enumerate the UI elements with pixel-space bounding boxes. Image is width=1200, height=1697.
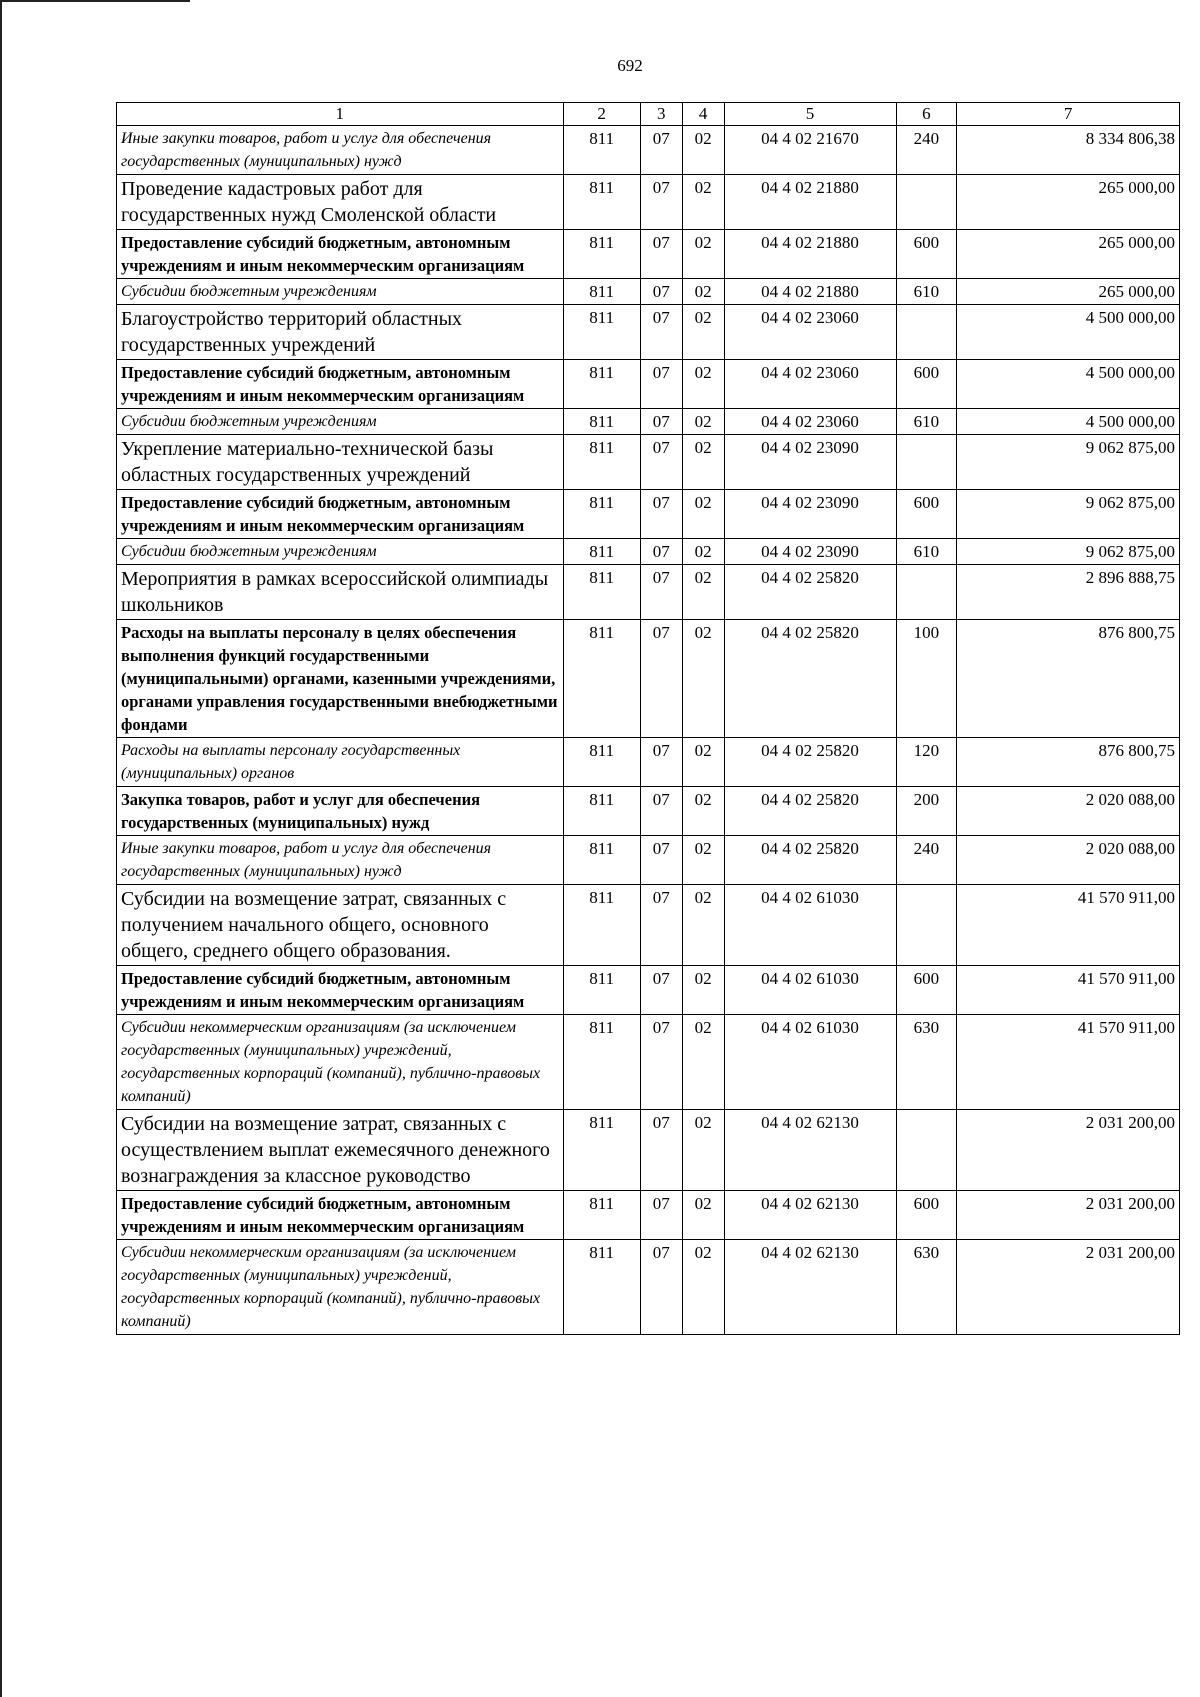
expense-name-cell: Предоставление субсидий бюджетным, автономным учреждениям и иным некоммерческим организациям (117, 1191, 564, 1240)
amount-cell: 876 800,75 (957, 738, 1180, 787)
ministry-code-cell: 811 (563, 1191, 640, 1240)
section-code-cell: 07 (640, 565, 682, 620)
amount-cell: 41 570 911,00 (957, 885, 1180, 966)
section-code-cell: 07 (640, 126, 682, 175)
ministry-code-cell: 811 (563, 409, 640, 435)
table-row (117, 360, 1180, 409)
column-header: 5 (724, 103, 896, 126)
expense-name-cell: Предоставление субсидий бюджетным, автономным учреждениям и иным некоммерческим организациям (117, 966, 564, 1015)
section-code-cell: 07 (640, 1191, 682, 1240)
expense-name-cell: Субсидии бюджетным учреждениям (117, 279, 564, 305)
expense-type-cell (896, 435, 957, 490)
section-code-cell: 07 (640, 409, 682, 435)
section-code-cell: 07 (640, 360, 682, 409)
table-row (117, 279, 1180, 305)
ministry-code-cell: 811 (563, 126, 640, 175)
expense-name-cell: Иные закупки товаров, работ и услуг для обеспечения государственных (муниципальных) нужд (117, 126, 564, 175)
header-row (117, 103, 1180, 126)
ministry-code-cell: 811 (563, 435, 640, 490)
column-header: 6 (896, 103, 957, 126)
table-row (117, 565, 1180, 620)
section-code-cell: 07 (640, 435, 682, 490)
ministry-code-cell: 811 (563, 1015, 640, 1110)
ministry-code-cell: 811 (563, 360, 640, 409)
expense-name-cell: Субсидии на возмещение затрат, связанных с осуществлением выплат ежемесячного денежного вознаграждения за классное руководство (117, 1110, 564, 1191)
table-row (117, 1015, 1180, 1110)
expense-type-cell: 600 (896, 1191, 957, 1240)
expense-name-cell: Субсидии некоммерческим организациям (за исключением государственных (муниципальных) учреждений, государственных корпораций (компаний), публично-правовых компаний) (117, 1240, 564, 1335)
table-row (117, 539, 1180, 565)
target-article-cell: 04 4 02 25820 (724, 738, 896, 787)
subsection-code-cell: 02 (682, 565, 724, 620)
section-code-cell: 07 (640, 787, 682, 836)
expense-type-cell: 600 (896, 360, 957, 409)
target-article-cell: 04 4 02 61030 (724, 885, 896, 966)
column-header: 4 (682, 103, 724, 126)
expense-type-cell (896, 885, 957, 966)
table-row (117, 787, 1180, 836)
section-code-cell: 07 (640, 966, 682, 1015)
table-row (117, 885, 1180, 966)
table-row (117, 738, 1180, 787)
expense-name-cell: Предоставление субсидий бюджетным, автономным учреждениям и иным некоммерческим организациям (117, 230, 564, 279)
subsection-code-cell: 02 (682, 966, 724, 1015)
subsection-code-cell: 02 (682, 1240, 724, 1335)
subsection-code-cell: 02 (682, 360, 724, 409)
expense-type-cell: 630 (896, 1015, 957, 1110)
amount-cell: 8 334 806,38 (957, 126, 1180, 175)
expense-name-cell: Субсидии некоммерческим организациям (за исключением государственных (муниципальных) учреждений, государственных корпораций (компаний), публично-правовых компаний) (117, 1015, 564, 1110)
expense-type-cell: 610 (896, 279, 957, 305)
amount-cell: 265 000,00 (957, 279, 1180, 305)
ministry-code-cell: 811 (563, 490, 640, 539)
target-article-cell: 04 4 02 23090 (724, 435, 896, 490)
ministry-code-cell: 811 (563, 565, 640, 620)
table-body (117, 126, 1180, 1335)
expense-type-cell (896, 175, 957, 230)
amount-cell: 876 800,75 (957, 620, 1180, 738)
expense-type-cell (896, 1110, 957, 1191)
target-article-cell: 04 4 02 62130 (724, 1110, 896, 1191)
ministry-code-cell: 811 (563, 305, 640, 360)
expense-name-cell: Предоставление субсидий бюджетным, автономным учреждениям и иным некоммерческим организациям (117, 360, 564, 409)
subsection-code-cell: 02 (682, 490, 724, 539)
subsection-code-cell: 02 (682, 409, 724, 435)
table-row (117, 836, 1180, 885)
section-code-cell: 07 (640, 1015, 682, 1110)
amount-cell: 4 500 000,00 (957, 305, 1180, 360)
amount-cell: 4 500 000,00 (957, 409, 1180, 435)
target-article-cell: 04 4 02 23090 (724, 490, 896, 539)
expense-type-cell: 600 (896, 230, 957, 279)
target-article-cell: 04 4 02 25820 (724, 836, 896, 885)
subsection-code-cell: 02 (682, 435, 724, 490)
section-code-cell: 07 (640, 539, 682, 565)
target-article-cell: 04 4 02 23060 (724, 360, 896, 409)
section-code-cell: 07 (640, 885, 682, 966)
subsection-code-cell: 02 (682, 175, 724, 230)
expense-name-cell: Расходы на выплаты персоналу государственных (муниципальных) органов (117, 738, 564, 787)
amount-cell: 9 062 875,00 (957, 435, 1180, 490)
subsection-code-cell: 02 (682, 230, 724, 279)
section-code-cell: 07 (640, 175, 682, 230)
subsection-code-cell: 02 (682, 836, 724, 885)
table-row (117, 175, 1180, 230)
target-article-cell: 04 4 02 62130 (724, 1240, 896, 1335)
subsection-code-cell: 02 (682, 885, 724, 966)
scan-edge-left (0, 0, 2, 1697)
section-code-cell: 07 (640, 1110, 682, 1191)
table-row (117, 1240, 1180, 1335)
table-row (117, 490, 1180, 539)
target-article-cell: 04 4 02 25820 (724, 787, 896, 836)
expense-name-cell: Субсидии на возмещение затрат, связанных с получением начального общего, основного общего, среднего общего образования. (117, 885, 564, 966)
table-row (117, 126, 1180, 175)
expense-name-cell: Закупка товаров, работ и услуг для обеспечения государственных (муниципальных) нужд (117, 787, 564, 836)
target-article-cell: 04 4 02 23060 (724, 409, 896, 435)
expense-type-cell: 100 (896, 620, 957, 738)
ministry-code-cell: 811 (563, 175, 640, 230)
table-row (117, 966, 1180, 1015)
subsection-code-cell: 02 (682, 620, 724, 738)
ministry-code-cell: 811 (563, 539, 640, 565)
column-header: 1 (117, 103, 564, 126)
target-article-cell: 04 4 02 23090 (724, 539, 896, 565)
amount-cell: 4 500 000,00 (957, 360, 1180, 409)
expense-type-cell (896, 565, 957, 620)
expense-name-cell: Расходы на выплаты персоналу в целях обеспечения выполнения функций государственными (муниципальными) органами, казенными учреждениями, органами управления государственными внебюджетными фондами (117, 620, 564, 738)
table-row (117, 409, 1180, 435)
section-code-cell: 07 (640, 620, 682, 738)
expense-name-cell: Субсидии бюджетным учреждениям (117, 409, 564, 435)
amount-cell: 9 062 875,00 (957, 539, 1180, 565)
target-article-cell: 04 4 02 21880 (724, 279, 896, 305)
subsection-code-cell: 02 (682, 787, 724, 836)
expense-name-cell: Благоустройство территорий областных государственных учреждений (117, 305, 564, 360)
table-row (117, 620, 1180, 738)
table-row (117, 1110, 1180, 1191)
ministry-code-cell: 811 (563, 885, 640, 966)
expense-name-cell: Проведение кадастровых работ для государственных нужд Смоленской области (117, 175, 564, 230)
expense-type-cell: 610 (896, 409, 957, 435)
ministry-code-cell: 811 (563, 836, 640, 885)
expense-type-cell: 120 (896, 738, 957, 787)
ministry-code-cell: 811 (563, 1110, 640, 1191)
column-header: 7 (957, 103, 1180, 126)
amount-cell: 265 000,00 (957, 230, 1180, 279)
table-row (117, 1191, 1180, 1240)
column-header: 3 (640, 103, 682, 126)
amount-cell: 2 031 200,00 (957, 1240, 1180, 1335)
expense-type-cell: 200 (896, 787, 957, 836)
section-code-cell: 07 (640, 230, 682, 279)
ministry-code-cell: 811 (563, 738, 640, 787)
section-code-cell: 07 (640, 305, 682, 360)
amount-cell: 2 020 088,00 (957, 787, 1180, 836)
section-code-cell: 07 (640, 279, 682, 305)
amount-cell: 2 031 200,00 (957, 1191, 1180, 1240)
ministry-code-cell: 811 (563, 966, 640, 1015)
subsection-code-cell: 02 (682, 126, 724, 175)
expense-type-cell: 630 (896, 1240, 957, 1335)
scan-edge-top (0, 0, 190, 2)
ministry-code-cell: 811 (563, 1240, 640, 1335)
ministry-code-cell: 811 (563, 279, 640, 305)
amount-cell: 265 000,00 (957, 175, 1180, 230)
target-article-cell: 04 4 02 21880 (724, 230, 896, 279)
expense-type-cell (896, 305, 957, 360)
amount-cell: 41 570 911,00 (957, 1015, 1180, 1110)
amount-cell: 41 570 911,00 (957, 966, 1180, 1015)
amount-cell: 2 031 200,00 (957, 1110, 1180, 1191)
target-article-cell: 04 4 02 61030 (724, 966, 896, 1015)
target-article-cell: 04 4 02 62130 (724, 1191, 896, 1240)
subsection-code-cell: 02 (682, 1191, 724, 1240)
amount-cell: 9 062 875,00 (957, 490, 1180, 539)
column-header: 2 (563, 103, 640, 126)
table-row (117, 435, 1180, 490)
target-article-cell: 04 4 02 25820 (724, 620, 896, 738)
expense-type-cell: 240 (896, 836, 957, 885)
expense-type-cell: 240 (896, 126, 957, 175)
subsection-code-cell: 02 (682, 279, 724, 305)
table-row (117, 230, 1180, 279)
target-article-cell: 04 4 02 23060 (724, 305, 896, 360)
expense-type-cell: 600 (896, 966, 957, 1015)
page-number: 692 (617, 56, 643, 75)
target-article-cell: 04 4 02 25820 (724, 565, 896, 620)
expense-name-cell: Предоставление субсидий бюджетным, автономным учреждениям и иным некоммерческим организациям (117, 490, 564, 539)
ministry-code-cell: 811 (563, 230, 640, 279)
subsection-code-cell: 02 (682, 305, 724, 360)
expense-name-cell: Субсидии бюджетным учреждениям (117, 539, 564, 565)
subsection-code-cell: 02 (682, 1110, 724, 1191)
section-code-cell: 07 (640, 1240, 682, 1335)
subsection-code-cell: 02 (682, 1015, 724, 1110)
target-article-cell: 04 4 02 21670 (724, 126, 896, 175)
expense-name-cell: Иные закупки товаров, работ и услуг для обеспечения государственных (муниципальных) нужд (117, 836, 564, 885)
section-code-cell: 07 (640, 490, 682, 539)
amount-cell: 2 020 088,00 (957, 836, 1180, 885)
ministry-code-cell: 811 (563, 787, 640, 836)
section-code-cell: 07 (640, 836, 682, 885)
subsection-code-cell: 02 (682, 539, 724, 565)
table-row (117, 305, 1180, 360)
budget-table (116, 102, 1180, 1335)
ministry-code-cell: 811 (563, 620, 640, 738)
amount-cell: 2 896 888,75 (957, 565, 1180, 620)
expense-type-cell: 610 (896, 539, 957, 565)
target-article-cell: 04 4 02 61030 (724, 1015, 896, 1110)
expense-name-cell: Укрепление материально-технической базы областных государственных учреждений (117, 435, 564, 490)
expense-name-cell: Мероприятия в рамках всероссийской олимпиады школьников (117, 565, 564, 620)
section-code-cell: 07 (640, 738, 682, 787)
subsection-code-cell: 02 (682, 738, 724, 787)
expense-type-cell: 600 (896, 490, 957, 539)
target-article-cell: 04 4 02 21880 (724, 175, 896, 230)
